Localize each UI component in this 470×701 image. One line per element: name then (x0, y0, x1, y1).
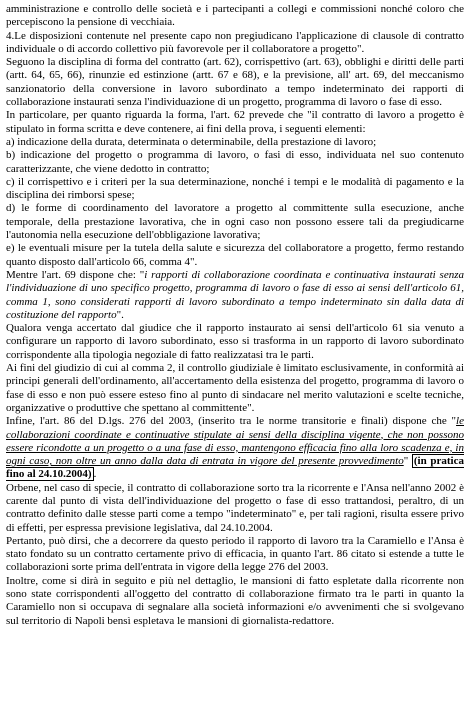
paragraph-pertanto: Pertanto, può dirsi, che a decorrere da questo periodo il rapporto di lavoro tra la Caramiello e l'Ansa è stato fondato su un contratto certamente privo di efficacia, in quanto l'art. 86 citato si estende a tutte le collaborazioni sorte prima dell'entrata in vigore della legge 276 del 2003. (6, 534, 464, 574)
paragraph-3: Seguono la disciplina di forma del contratto (art. 62), corrispettivo (art. 63), obblighi e diritti delle parti (artt. 64, 65, 66), rinunzie ed estinzione (artt. 67 e 68), e la previsione, all' art. 69, del meccanismo sanzionatorio della conversione in lavoro subordinato a tempo indeterminato dei rapporti di collaborazione instaurati senza l'individuazione di un progetto, programma di lavoro o fase di esso. (6, 56, 464, 109)
list-item-d: d) le forme di coordinamento del lavoratore a progetto al committente sulla esecuzione, anche temporale, della prestazione lavorativa, che in ogni caso non possono essere tali da pregiudicarne l'autonomia nella esecuzione dell'obbligazione lavorativa; (6, 202, 464, 242)
art86-date-box: (in pratica fino al 24.10.2004) (6, 455, 464, 481)
art86-lead: Infine, l'art. 86 del D.lgs. 276 del 2003, (inserito tra le norme transitorie e finali) dispone che " (6, 415, 457, 428)
paragraph-4: In particolare, per quanto riguarda la forma, l'art. 62 prevede che "il contratto di lavoro a progetto è stipulato in forma scritta e deve contenere, ai fini della prova, i seguenti elementi: (6, 109, 464, 135)
list-item-a: a) indicazione della durata, determinata o determinabile, della prestazione di lavoro; (6, 135, 377, 148)
art86-end: . (93, 468, 97, 481)
paragraph-orbene: Orbene, nel caso di specie, il contratto di collaborazione sorto tra la ricorrente e l'Ansa nell'anno 2002 è carente dal punto di vista dell'individuazione del progetto o fase di esso trattandosi, peraltro, di un contratto definito dalle stesse parti come a tempo "indeterminato" e, per tali ragioni, risulta essere privo di effetti, per espressa previsione legislativa, dal 24.10.2004. (6, 481, 464, 534)
art86-quote: le collaborazioni coordinate e continuative stipulate ai sensi della disciplina vigente, che non possono essere ricondotte a un progetto o a una fase di esso, mantengono efficacia fino alla loro scadenza e, in ogni caso, non oltre un anno dalla data di entrata in vigore del presente provvedimento (6, 415, 464, 468)
art86-close: " (403, 455, 409, 468)
art69-quote: i rapporti di collaborazione coordinata e continuativa instaurati senza l'individuazione di uno specifico progetto, programma di lavoro o fase di esso ai sensi dell'articolo 61, comma 1, sono considerati rapporti di lavoro subordinato a tempo indeterminato sin dalla data di costituzione del rapporto (6, 268, 464, 321)
paragraph-inoltre: Inoltre, come si dirà in seguito e più nel dettaglio, le mansioni di fatto espletate dalla ricorrente non sono state corrispondenti all'oggetto del contratto di collaborazione firmato tra le parti in quanto la Caramiello non si occupava di segnalare alla società informazioni e/o avvenimenti che si svolgevano sul territorio di Napoli bensì espletava le mansioni di giornalista-redattore. (6, 574, 464, 627)
art69-paragraph (6, 269, 464, 322)
paragraph-2: 4.Le disposizioni contenute nel presente capo non pregiudicano l'applicazione di clausole di contratto individuale o di accordo collettivo più favorevole per il collaboratore a progetto". (6, 29, 464, 55)
list-item-b: b) indicazione del progetto o programma di lavoro, o fasi di esso, individuata nel suo contenuto caratterizzante, che viene dedotto in contratto; (6, 149, 464, 175)
list-item-c: c) il corrispettivo e i criteri per la sua determinazione, nonché i tempi e le modalità di pagamento e la disciplina dei rimborsi spese; (6, 175, 464, 202)
art86-paragraph (6, 415, 464, 481)
art69-lead: Mentre l'art. 69 dispone che: " (6, 268, 145, 281)
list-item-e: e) le eventuali misure per la tutela della salute e sicurezza del collaboratore a progetto, fermo restando quanto disposto dall'articolo 66, comma 4". (6, 242, 464, 268)
paragraph-ai-fini: Ai fini del giudizio di cui al comma 2, il controllo giudiziale è limitato esclusivamente, in conformità ai principi generali dell'ordinamento, all'accertamento della esistenza del progetto, programma di lavoro o fase di esso e non può essere esteso fino al punto di sindacare nel merito valutazioni e scelte tecniche, organizzative o produttive che spettano al committente". (6, 362, 464, 414)
paragraph-qualora: Qualora venga accertato dal giudice che il rapporto instaurato ai sensi dell'articolo 61 sia venuto a configurare un rapporto di lavoro subordinato, esso si trasforma in un rapporto di lavoro subordinato corrispondente alla tipologia negoziale di fatto realizzatasi tra le parti. (6, 322, 464, 361)
paragraph-1: amministrazione e controllo delle società e i partecipanti a collegi e commissioni nonché coloro che percepiscono la pensione di vecchiaia. (6, 3, 464, 29)
art69-tail: ". (116, 308, 124, 321)
